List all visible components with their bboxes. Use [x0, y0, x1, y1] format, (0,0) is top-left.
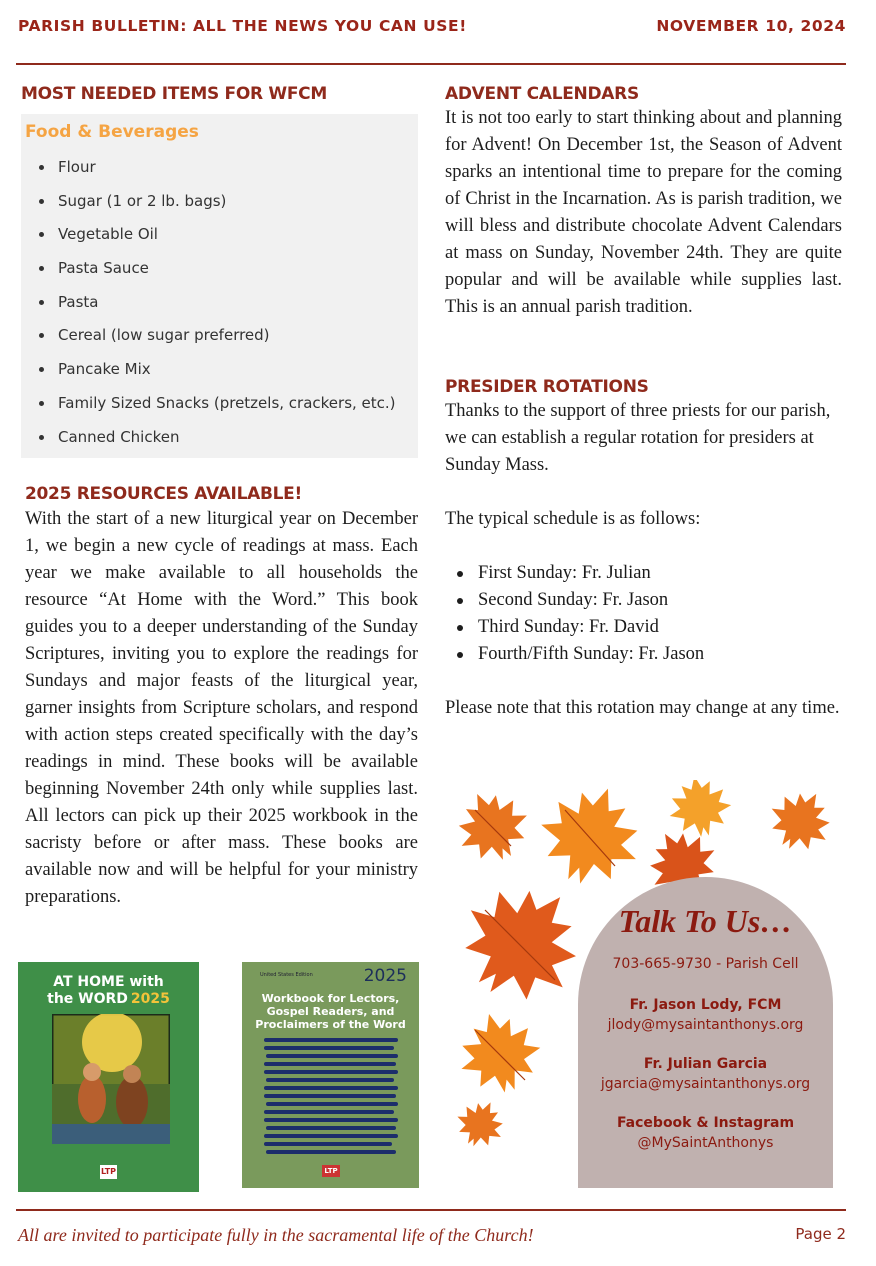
list-item: Vegetable Oil — [39, 223, 396, 257]
book-cover-at-home-with-the-word — [18, 962, 199, 1192]
contact-email-julian[interactable]: jgarcia@mysaintanthonys.org — [600, 1076, 811, 1092]
book2-title-line2: Gospel Readers, and — [266, 1005, 395, 1018]
book1-year: 2025 — [130, 991, 170, 1007]
book1-title-line1: AT HOME with — [53, 974, 164, 990]
resources-heading: 2025 RESOURCES AVAILABLE! — [25, 484, 302, 504]
list-item: Sugar (1 or 2 lb. bags) — [39, 190, 396, 224]
presider-section — [445, 377, 842, 722]
wfcm-heading-wrap — [21, 84, 418, 104]
bulletin-date: NOVEMBER 10, 2024 — [656, 17, 846, 35]
book2-text-pattern — [262, 1034, 400, 1158]
book1-title-line2: the WORD — [47, 991, 128, 1007]
list-item: Pancake Mix — [39, 358, 396, 392]
book-cover-workbook-for-lectors — [242, 962, 419, 1188]
contact-social-handle[interactable]: @MySaintAnthonys — [637, 1135, 774, 1151]
header-rule — [16, 63, 846, 65]
contact-phone[interactable]: 703-665-9730 - Parish Cell — [612, 956, 799, 972]
list-item: Flour — [39, 156, 396, 190]
footer-rule — [16, 1209, 846, 1211]
book2-year: 2025 — [363, 966, 407, 986]
advent-body: It is not too early to start thinking about and planning for Advent! On December 1st, the Season of Advent sparks an intentional time to prepare for the coming of Christ in the Incarnation. As is parish tradition, we will bless and distribute chocolate Advent Calendars at mass on Sunday, November 24th. They are quite popular and will be available while supplies last. This is an annual parish tradition. — [445, 108, 842, 317]
header — [18, 14, 846, 38]
contact-card — [578, 877, 833, 1188]
contact-social-label: Facebook & Instagram — [616, 1115, 795, 1131]
book1-publisher-logo: LTP — [100, 1165, 117, 1179]
book2-title-line3: Proclaimers of the Word — [255, 1018, 406, 1031]
book2-publisher-logo: LTP — [322, 1165, 340, 1177]
wfcm-panel — [21, 114, 418, 458]
list-item: First Sunday: Fr. Julian — [445, 560, 842, 587]
list-item: Fourth/Fifth Sunday: Fr. Jason — [445, 641, 842, 668]
schedule-list — [445, 560, 842, 668]
schedule-intro: The typical schedule is as follows: — [445, 509, 701, 529]
leaf-icon — [759, 780, 844, 862]
wfcm-subheading: Food & Beverages — [25, 122, 199, 142]
list-item: Pasta — [39, 291, 396, 325]
leaf-icon — [450, 1003, 549, 1101]
list-item: Second Sunday: Fr. Jason — [445, 587, 842, 614]
contact-email-jason[interactable]: jlody@mysaintanthonys.org — [607, 1017, 804, 1033]
contact-title: Talk To Us… — [618, 903, 793, 939]
wfcm-list — [39, 156, 396, 459]
book2-title-line1: Workbook for Lectors, — [261, 992, 400, 1005]
advent-section — [445, 84, 842, 321]
resources-body: With the start of a new liturgical year on December 1, we begin a new cycle of readings at mass. Each year we make available to all households the resource “At Home with the Word.” This book guides you to a deeper understanding of the Sunday Scriptures, inviting you to explore the readings for Sundays and major feasts of the liturgical year, garner insights from Scripture scholars, and respond with action steps created specifically with the day’s readings in mind. These books will be available beginning November 24th only while supplies last. All lectors can pick up their 2025 workbook in the sacristy before or after mass. These books are available now and will be helpful for your ministry preparations. — [25, 509, 418, 907]
list-item: Cereal (low sugar preferred) — [39, 324, 396, 358]
list-item: Family Sized Snacks (pretzels, crackers, etc.) — [39, 392, 396, 426]
list-item: Canned Chicken — [39, 426, 396, 460]
contact-name-jason: Fr. Jason Lody, FCM — [629, 997, 782, 1013]
leaf-icon — [664, 780, 736, 842]
rotation-note: Please note that this rotation may change at any time. — [445, 698, 840, 718]
leaf-icon — [449, 1092, 512, 1155]
footer-tagline: All are invited to participate fully in the sacramental life of the Church! — [18, 1225, 534, 1245]
resources-section — [25, 484, 418, 911]
advent-heading: ADVENT CALENDARS — [445, 84, 639, 104]
footer — [18, 1225, 846, 1246]
book2-edition: United States Edition — [260, 972, 313, 978]
list-item: Third Sunday: Fr. David — [445, 614, 842, 641]
presider-intro: Thanks to the support of three priests for our parish, we can establish a regular rotation for presiders at Sunday Mass. — [445, 401, 831, 475]
contact-name-julian: Fr. Julian Garcia — [643, 1056, 768, 1072]
book1-illustration — [52, 1014, 170, 1144]
page-number: Page 2 — [795, 1225, 846, 1243]
bulletin-title: PARISH BULLETIN: ALL THE NEWS YOU CAN USE! — [18, 17, 467, 35]
presider-heading: PRESIDER ROTATIONS — [445, 377, 649, 397]
list-item: Pasta Sauce — [39, 257, 396, 291]
wfcm-heading: MOST NEEDED ITEMS FOR WFCM — [21, 84, 327, 104]
